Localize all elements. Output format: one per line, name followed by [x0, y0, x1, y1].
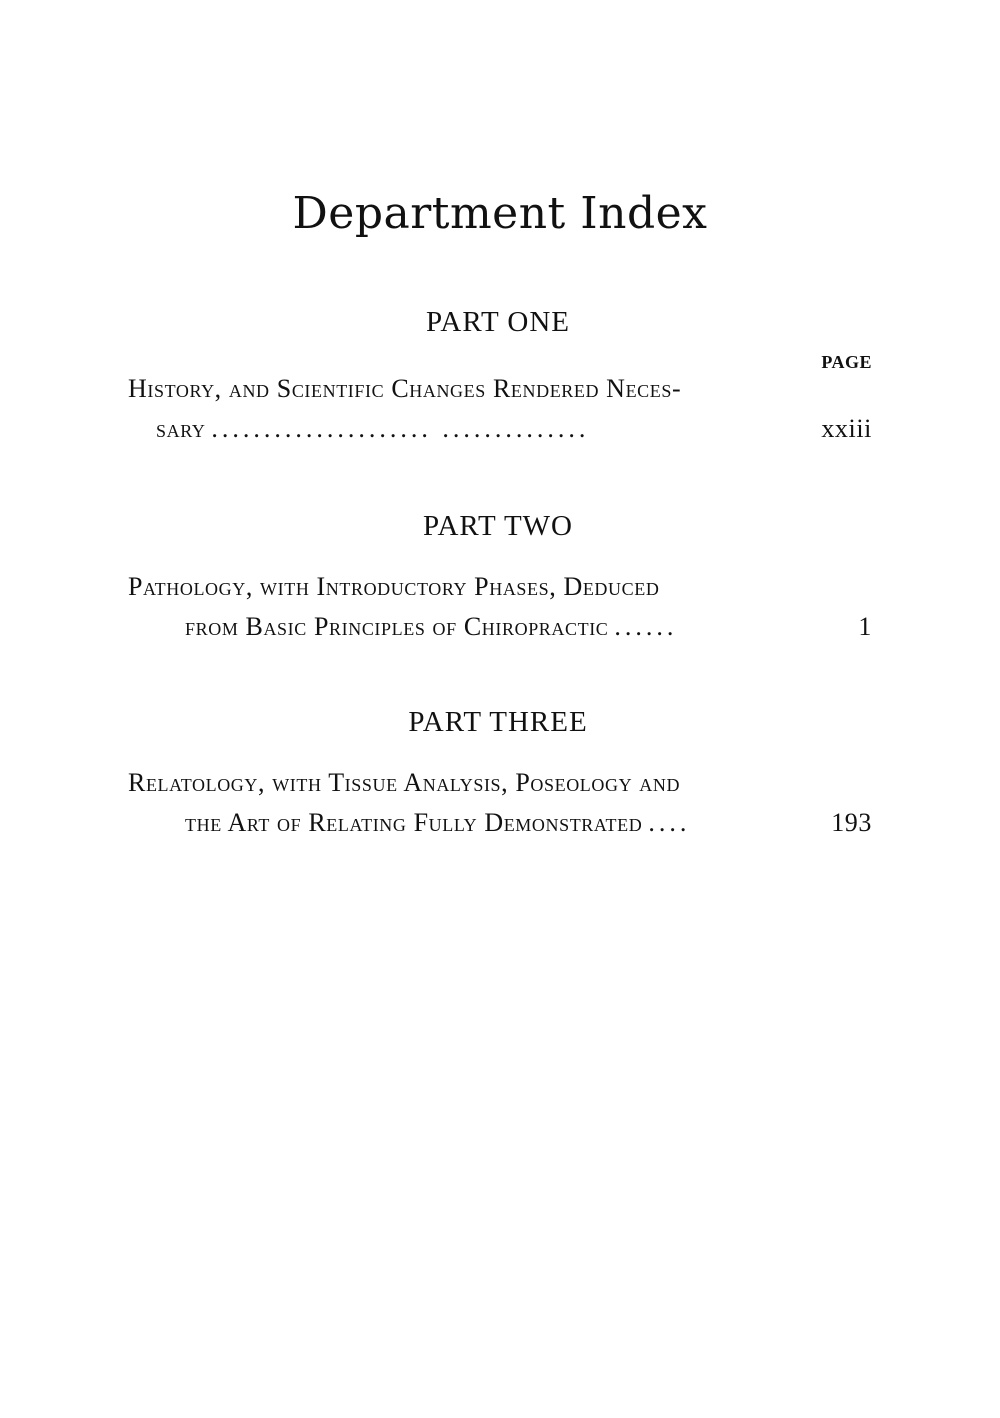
- part-two-entry-line-2: [185, 612, 872, 642]
- part-three-entry-line-2: [185, 808, 872, 838]
- dot-leader: ..................... ..............: [211, 414, 590, 443]
- part-two-entry-text: from Basic Principles of Chiropractic: [185, 612, 609, 641]
- part-one-heading: PART ONE: [425, 306, 571, 338]
- part-one-entry-line-1: History, and Scientific Changes Rendered Neces-: [128, 374, 682, 403]
- part-three-heading: PART THREE: [408, 706, 588, 738]
- dot-leader: ......: [614, 612, 678, 641]
- part-one-page-number: xxiii: [821, 414, 872, 443]
- part-one-entry-line-2: [156, 414, 872, 444]
- part-two-heading: PART TWO: [423, 510, 573, 542]
- part-one-entry-text: sary: [156, 414, 206, 443]
- page-title: Department Index: [292, 188, 708, 239]
- part-two-page-number: 1: [858, 612, 872, 641]
- page-column-label: PAGE: [821, 352, 872, 372]
- part-three-page-number: 193: [831, 808, 872, 837]
- part-three-entry-line-1: Relatology, with Tissue Analysis, Poseology and: [128, 768, 681, 797]
- part-three-entry-text: the Art of Relating Fully Demonstrated: [185, 808, 643, 837]
- part-two-entry-line-1: Pathology, with Introductory Phases, Deduced: [128, 572, 660, 601]
- dot-leader: ....: [648, 808, 691, 837]
